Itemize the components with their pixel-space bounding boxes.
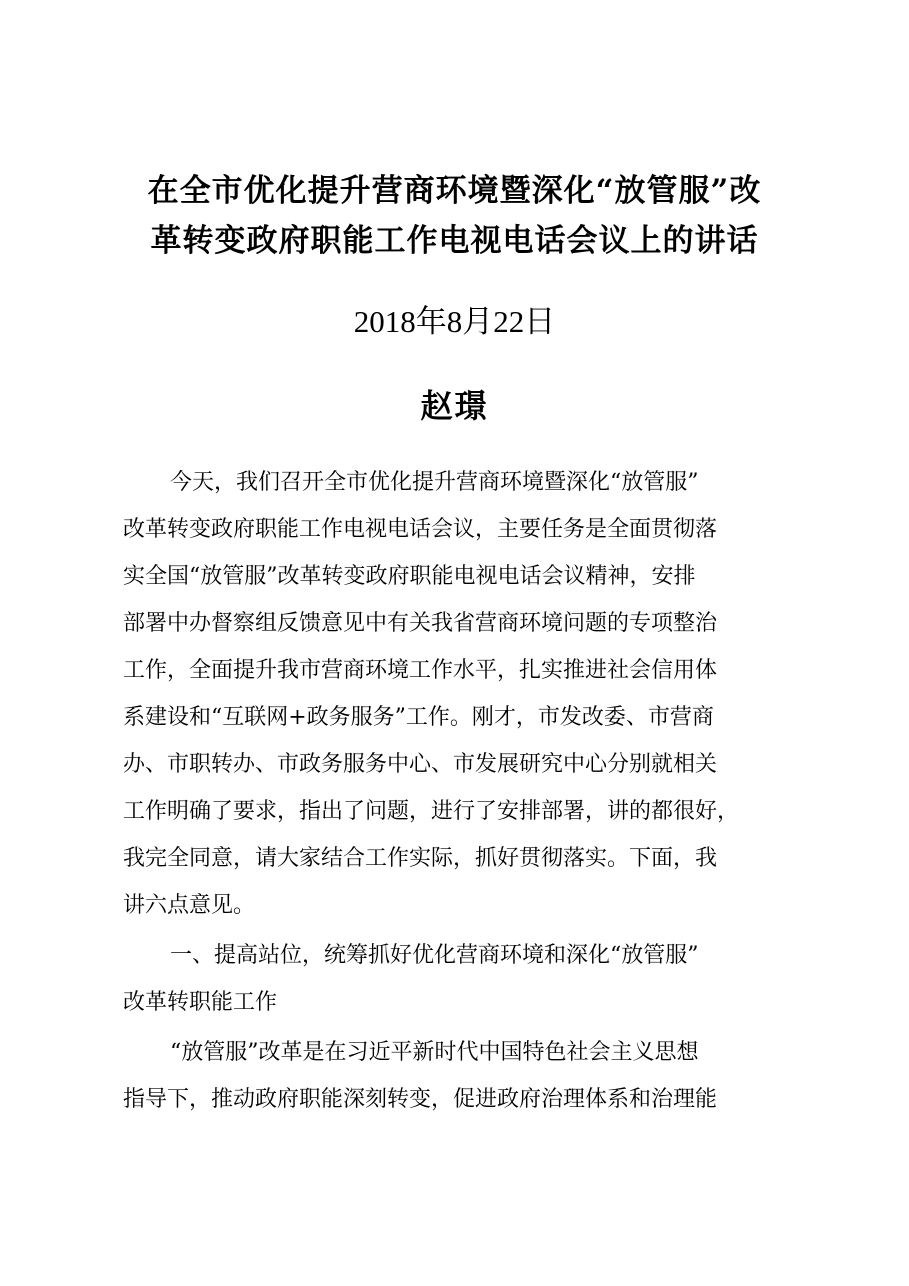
document-title-line-2: 革转变政府职能工作电视电话会议上的讲话: [150, 223, 759, 259]
section-heading-line: 改革转职能工作: [123, 990, 278, 1015]
paragraph-line: 讲六点意见。: [123, 893, 256, 918]
paragraph-line: 办、市职转办、市政务服务中心、市发展研究中心分别就相关: [123, 752, 718, 777]
paragraph-line: 工作，全面提升我市营商环境工作水平，扎实推进社会信用体: [123, 658, 718, 683]
section-heading-line: 一、提高站位，统筹抓好优化营商环境和深化“放管服”: [170, 943, 699, 968]
document-date: 2018年8月22日: [353, 304, 556, 339]
document-author: 赵璟: [420, 387, 489, 425]
paragraph-line: 我完全同意，请大家结合工作实际，抓好贯彻落实。下面，我: [123, 846, 718, 871]
paragraph-line: 系建设和“互联网+政务服务”工作。刚才，市发改委、市营商: [123, 705, 714, 730]
paragraph-line: “放管服”改革是在习近平新时代中国特色社会主义思想: [170, 1040, 699, 1065]
paragraph-line: 部署中办督察组反馈意见中有关我省营商环境问题的专项整治: [123, 611, 718, 636]
paragraph-line: 改革转变政府职能工作电视电话会议，主要任务是全面贯彻落: [123, 517, 718, 542]
paragraph-line: 指导下，推动政府职能深刻转变，促进政府治理体系和治理能: [123, 1087, 718, 1112]
paragraph-line: 今天，我们召开全市优化提升营商环境暨深化“放管服”: [170, 470, 699, 495]
paragraph-line: 工作明确了要求，指出了问题，进行了安排部署，讲的都很好，: [123, 799, 740, 824]
paragraph-line: 实全国“放管服”改革转变政府职能电视电话会议精神，安排: [123, 564, 696, 589]
document-title-line-1: 在全市优化提升营商环境暨深化“放管服”改: [147, 173, 762, 209]
